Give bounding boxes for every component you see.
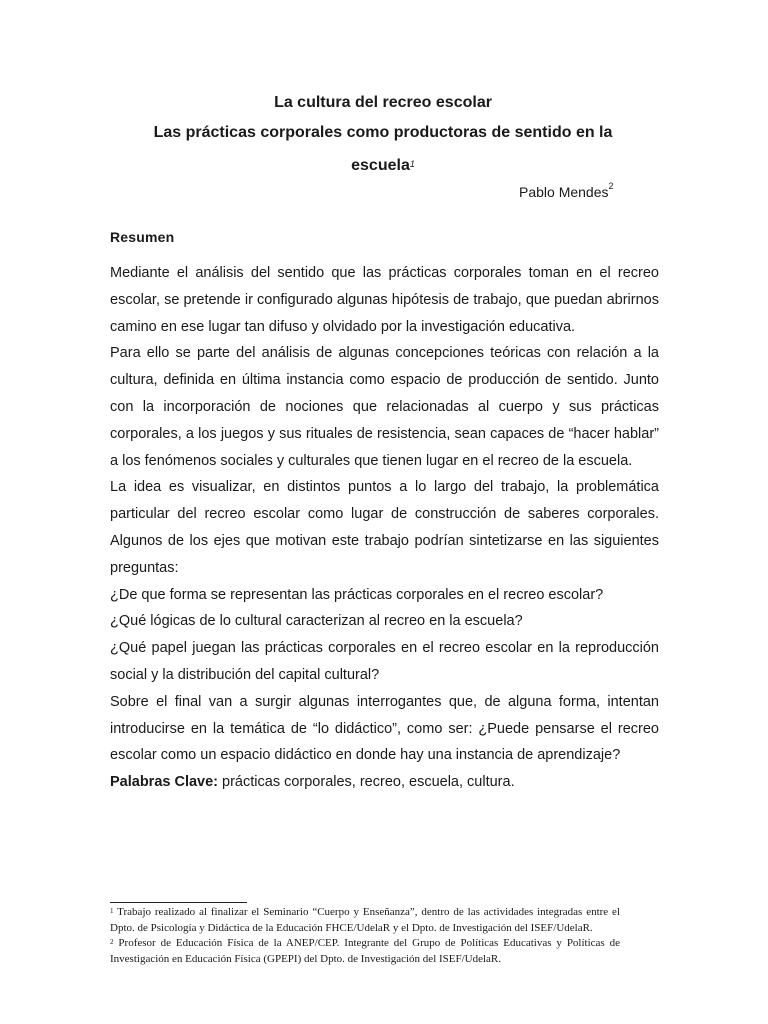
abstract-question: ¿Qué lógicas de lo cultural caracterizan al recreo en la escuela? [110,613,523,630]
abstract-question: ¿De que forma se representan las prácticas corporales en el recreo escolar? [110,586,604,603]
keywords-label: Palabras Clave: [110,774,219,791]
abstract-heading: Resumen [110,229,175,245]
footnote-text: Trabajo realizado al finalizar el Seminario “Cuerpo y Enseñanza”, dentro de las actividades integradas entre el Dpto. de Psicología y Didáctica de la Educación FHCE/UdelaR y el Dpto. de Investigación del ISEF/UdelaR. [110,906,620,934]
title-line-2: Las prácticas corporales como productoras de sentido en la [153,124,613,141]
abstract-paragraph: Para ello se parte del análisis de algunas concepciones teóricas con relación a la cultura, definida en última instancia como espacio de producción de sentido. Junto con la incorporación de nociones que relacionadas al cuerpo y sus prácticas corporales, a los juegos y sus rituales de resistencia, sean capaces de “hacer hablar” a los fenómenos sociales y culturales que tienen lugar en el recreo de la escuela. [110,345,659,469]
title-line-3 [100,151,666,181]
keywords-list: prácticas corporales, recreo, escuela, cultura. [218,774,515,791]
footnote-1 [110,905,620,936]
author-name: Pablo Mendes [519,184,609,200]
footnote-ref-2[interactable]: 2 [608,181,614,191]
footnote-number: 1 [110,907,114,915]
title-line-1: La cultura del recreo escolar [274,94,492,111]
abstract-body [110,260,659,796]
author [519,181,614,200]
abstract-paragraph: Mediante el análisis del sentido que las prácticas corporales toman en el recreo escolar, se pretende ir configurado algunas hipótesis de trabajo, que puedan abrirnos camino en ese lugar tan difuso y olvidado por la investigación educativa. [110,265,659,335]
footnote-ref-1[interactable]: 1 [409,159,415,169]
footnote-2 [110,936,620,967]
title-line-3-text: escuela [351,157,410,174]
footnotes [110,905,620,967]
footnote-divider [110,902,247,903]
abstract-paragraph: La idea es visualizar, en distintos puntos a lo largo del trabajo, la problemática particular del recreo escolar como lugar de construcción de saberes corporales. Algunos de los ejes que motivan este trabajo podrían sintetizarse en las siguientes preguntas: [110,479,659,576]
abstract-paragraph: Sobre el final van a surgir algunas interrogantes que, de alguna forma, intentan introducirse en la temática de “lo didáctico”, como ser: ¿Puede pensarse el recreo escolar como un espacio didáctico en donde hay una instancia de aprendizaje? [110,693,659,764]
keywords [110,769,659,796]
abstract-question: ¿Qué papel juegan las prácticas corporales en el recreo escolar en la reproducción social y la distribución del capital cultural? [110,640,659,683]
footnote-number: 2 [110,938,114,946]
footnote-text: Profesor de Educación Física de la ANEP/CEP. Integrante del Grupo de Políticas Educativas y Políticas de Investigación en Educación Física (GPEPI) del Dpto. de Investigación del ISEF/UdelaR. [110,937,620,965]
